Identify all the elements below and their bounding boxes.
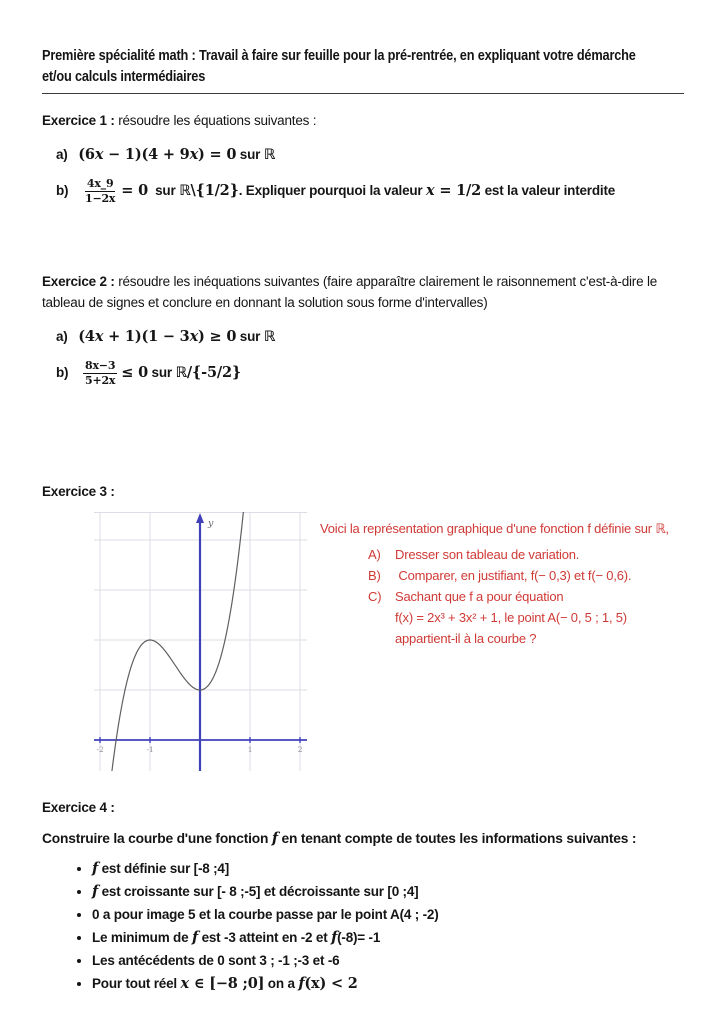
exercise-3-question-c-equation: f(x) = 2x³ + 3x² + 1, le point A(− 0, 5 ; 1, 5)	[395, 610, 627, 625]
exercise-1-heading-text: résoudre les équations suivantes :	[114, 113, 317, 128]
exercise-3-question-c-end: appartient-il à la courbe ?	[395, 631, 537, 646]
function-graph	[94, 512, 307, 771]
exercise-4-bullet-4: • Le minimum de f est -3 atteint en -2 et f(-8)= -1	[92, 928, 684, 948]
exercise-4-list	[42, 859, 684, 994]
cubic-function-curve	[98, 512, 253, 771]
exercise-2-heading-text: résoudre les inéquations suivantes (faire apparaître clairement le raisonnement c'est-à-dire le tableau de signes et conclure en donnant la solution sous forme d'intervalles)	[42, 274, 658, 310]
exercise-1-label: Exercice 1 :	[42, 113, 115, 128]
page-title	[42, 46, 684, 94]
exercise-2-label: Exercice 2 :	[42, 274, 115, 289]
exercise-3-instructions	[320, 518, 684, 649]
exercise-4-bullet-5: • Les antécédents de 0 sont 3 ; -1 ;-3 et -6	[92, 951, 684, 971]
exercise-3-question-a	[320, 544, 684, 565]
exercise-4-bullet-1: • f est définie sur [-8 ;4]	[92, 859, 684, 879]
exercise-2-item-a: a) (4x + 1)(1 − 3x) ≥ 0 sur ℝ	[56, 328, 276, 345]
exercise-4-bullet-6: • Pour tout réel x ∈ [−8 ;0] on a f(x) < 2	[92, 974, 684, 994]
y-axis-arrow-icon	[196, 513, 204, 523]
exercise-4-heading: Exercice 4 :	[42, 800, 115, 815]
question-b-text: Comparer, en justifiant, f(− 0,3) et f(− 0,6).	[395, 568, 632, 583]
question-a-text: Dresser son tableau de variation.	[395, 547, 580, 562]
exercise-3-content	[42, 512, 684, 771]
question-b-label: B)	[368, 568, 381, 583]
exercise-1-item-b: b) $\frac{4x\_9}{1-2x}$ = 0 sur ℝ\{1/2} . Expliquer pourquoi la valeur x = 1/2 est la valeur interdite	[56, 176, 616, 205]
exercise-4-intro: Construire la courbe d'une fonction f en tenant compte de toutes les informations suivantes :	[42, 830, 637, 847]
exercise-2-item-b: b) $\frac{8x-3}{5+2x}$ ≤ 0 sur ℝ/{-5/2}	[56, 358, 241, 387]
question-a-label: A)	[368, 547, 381, 562]
page-title-line-1: Première spécialité math : Travail à faire sur feuille pour la pré-rentrée, en expliquant votre démarche	[42, 48, 636, 64]
fraction: $\frac{4x\_9}{1-2x}$	[85, 176, 116, 205]
question-c-label: C)	[368, 589, 382, 604]
exercise-3-question-b	[320, 565, 684, 586]
exercise-1-heading	[42, 110, 684, 131]
exercise-4-bullet-3: • 0 a pour image 5 et la courbe passe par le point A(4 ; -2)	[92, 905, 684, 925]
x-axis-tick-label: -2	[96, 745, 104, 754]
exercise-3-heading: Exercice 3 :	[42, 484, 115, 499]
exercise-1-item-a: a) (6x − 1)(4 + 9x) = 0 sur ℝ	[56, 146, 276, 163]
x-axis-tick-label: -1	[146, 745, 154, 754]
y-axis-label: y	[208, 518, 214, 529]
exercise-2-heading	[42, 271, 692, 313]
exercise-3-question-c	[320, 586, 684, 607]
question-c-text: Sachant que f a pour équation	[395, 589, 564, 604]
exercise-4-bullet-2: • f est croissante sur [- 8 ;-5] et décroissante sur [0 ;4]	[92, 882, 684, 902]
exercise-3-intro: Voici la représentation graphique d'une fonction f définie sur ℝ,	[320, 521, 669, 536]
x-axis-tick-label: 2	[297, 745, 303, 754]
page-title-line-2: et/ou calculs intermédiaires	[42, 69, 206, 85]
fraction: $\frac{8x-3}{5+2x}$	[85, 358, 116, 387]
x-axis-tick-label: 1	[247, 745, 253, 754]
